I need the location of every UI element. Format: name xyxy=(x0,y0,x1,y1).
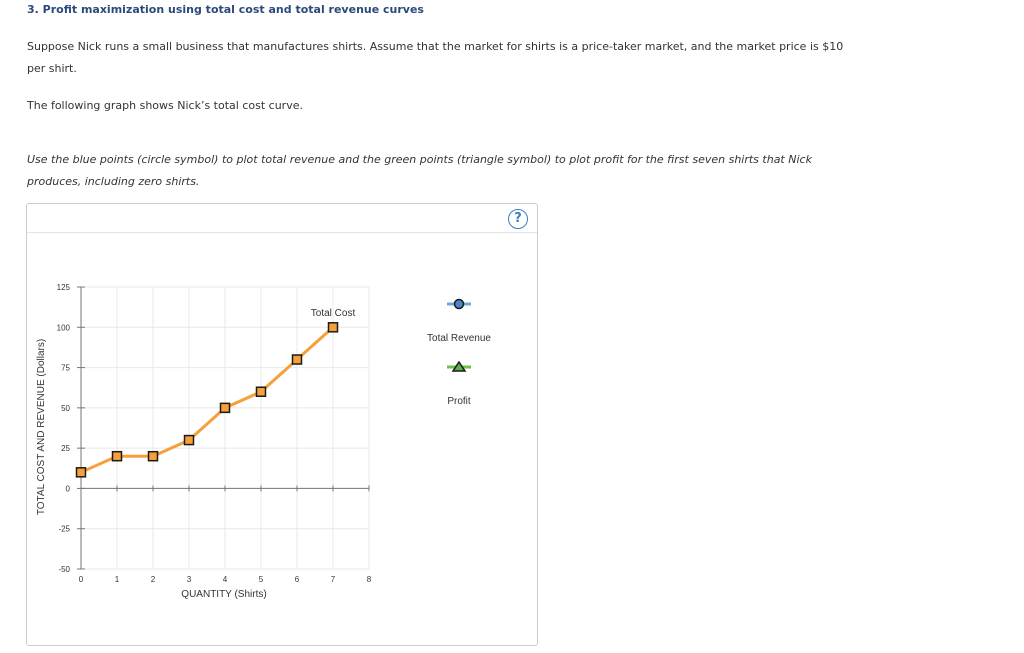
x-tick-label: 8 xyxy=(366,575,372,584)
graph-intro-text: The following graph shows Nick’s total cost curve. xyxy=(27,99,303,112)
legend-total-revenue-label: Total Revenue xyxy=(427,333,491,344)
x-tick-label: 5 xyxy=(258,575,264,584)
y-tick-label: -50 xyxy=(58,565,70,574)
total-cost-point[interactable] xyxy=(149,452,158,461)
x-axis-label: QUANTITY (Shirts) xyxy=(181,589,267,600)
question-title: 3. Profit maximization using total cost and total revenue curves xyxy=(27,3,424,16)
series-label-total-cost: Total Cost xyxy=(310,308,356,319)
x-tick-label: 1 xyxy=(114,575,120,584)
legend-total-revenue-tool[interactable] xyxy=(427,300,491,345)
total-cost-point[interactable] xyxy=(329,323,338,332)
y-tick-label: 100 xyxy=(56,323,70,333)
legend-profit-tool[interactable] xyxy=(447,362,471,407)
instructions-text: Use the blue points (circle symbol) to plot total revenue and the green points (triangle symbol) to plot profit for the first seven shirts that Nick produces, including zero shirts. xyxy=(27,153,812,188)
x-tick-label: 7 xyxy=(330,575,336,584)
y-tick-label: 0 xyxy=(65,484,70,494)
help-icon[interactable]: ? xyxy=(508,209,528,229)
total-cost-point[interactable] xyxy=(221,403,230,412)
total-cost-point[interactable] xyxy=(185,436,194,445)
x-tick-label: 6 xyxy=(294,575,300,584)
y-tick-label: 75 xyxy=(61,363,70,373)
total-cost-point[interactable] xyxy=(293,355,302,364)
x-tick-label: 2 xyxy=(150,575,156,584)
graph-panel xyxy=(26,203,538,646)
series-line-total-cost xyxy=(81,327,333,472)
y-tick-label: 125 xyxy=(56,283,70,292)
total-cost-point[interactable] xyxy=(257,387,266,396)
circle-marker-icon[interactable] xyxy=(455,300,464,309)
legend-profit-label: Profit xyxy=(447,396,471,407)
y-tick-label: 25 xyxy=(61,444,70,454)
x-tick-label: 4 xyxy=(222,575,228,584)
scenario-text: Suppose Nick runs a small business that manufactures shirts. Assume that the market for shirts is a price-taker market, and the market price is $10 per shirt. xyxy=(27,40,844,75)
y-tick-label: -25 xyxy=(58,524,70,534)
x-tick-label: 3 xyxy=(186,575,192,584)
chart-svg xyxy=(27,204,537,645)
y-axis-label: TOTAL COST AND REVENUE (Dollars) xyxy=(36,338,47,516)
x-tick-label: 0 xyxy=(78,575,84,584)
total-cost-point[interactable] xyxy=(77,468,86,477)
total-cost-point[interactable] xyxy=(113,452,122,461)
y-tick-label: 50 xyxy=(61,403,70,413)
